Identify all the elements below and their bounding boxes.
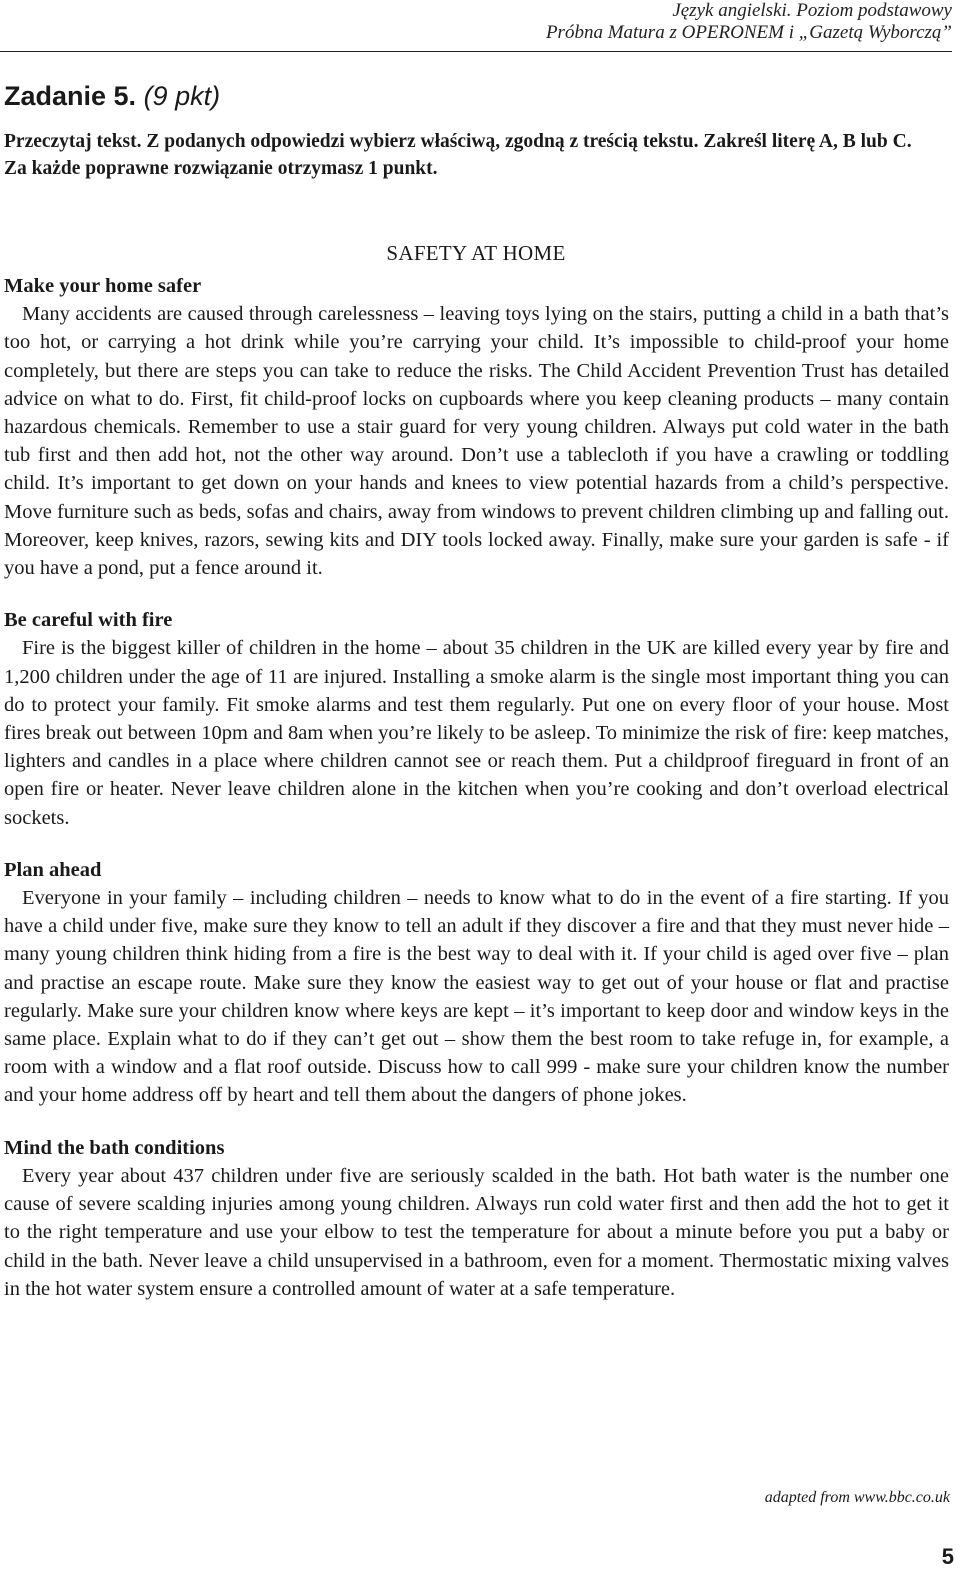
- article-section: [4, 606, 949, 832]
- page-number: 5: [941, 1544, 954, 1569]
- article-body: [4, 272, 949, 1327]
- section-paragraph: Fire is the biggest killer of children in the home – about 35 children in the UK are killed every year by fire and 1,200 children under the age of 11 are injured. Installing a smoke alarm is the single most important thing you can do to protect your family. Fit smoke alarms and test them regularly. Put one on every floor of your house. Most fires break out between 10pm and 8am when you’re likely to be asleep. To minimize the risk of fire: keep matches, lighters and candles in a place where children cannot see or reach them. Put a childproof fireguard in front of an open fire or heater. Never leave children alone in the kitchen when you’re cooking and don’t overload electrical sockets.: [4, 637, 949, 829]
- article-section: [4, 1134, 949, 1303]
- task-instructions: [4, 128, 950, 182]
- task-title: [4, 80, 220, 112]
- instruction-line: Przeczytaj tekst. Z podanych odpowiedzi wybierz właściwą, zgodną z treścią tekstu. Zakreśl literę A, B lub C.: [4, 131, 912, 152]
- section-heading: Plan ahead: [4, 858, 102, 881]
- section-paragraph: Many accidents are caused through carelessness – leaving toys lying on the stairs, putting a child in a bath that’s too hot, or carrying a hot drink while you’re carrying your child. It’s impossible to child-proof your home completely, but there are steps you can take to reduce the risks. The Child Accident Prevention Trust has detailed advice on what to do. First, fit child-proof locks on cupboards where you keep cleaning products – many contain hazardous chemicals. Remember to use a stair guard for very young children. Always put cold water in the bath tub first and then add hot, not the other way around. Don’t use a tablecloth if you have a crawling or toddling child. It’s important to get down on your hands and knees to view potential hazards from a child’s perspective. Move furniture such as beds, sofas and chairs, away from windows to prevent children climbing up and falling out. Moreover, keep knives, razors, sewing kits and DIY tools locked away. Finally, make sure your garden is safe - if you have a pond, put a fence around it.: [4, 303, 949, 580]
- section-heading: Mind the bath conditions: [4, 1136, 225, 1159]
- article-section: [4, 856, 949, 1110]
- section-heading: Be careful with fire: [4, 609, 173, 632]
- section-paragraph: Every year about 437 children under five are seriously scalded in the bath. Hot bath water is the number one cause of severe scalding injuries among young children. Always run cold water first and then add the hot to get it to the right temperature and use your elbow to test the temperature for about a minute before you put a baby or child in the bath. Never leave a child unsupervised in a bathroom, even for a moment. Thermostatic mixing valves in the hot water system ensure a controlled amount of water at a safe temperature.: [4, 1164, 949, 1300]
- article-title: SAFETY AT HOME: [386, 241, 566, 265]
- article-section: [4, 272, 949, 582]
- instruction-line: Za każde poprawne rozwiązanie otrzymasz 1 punkt.: [4, 158, 438, 179]
- header-exam: Próbna Matura z OPERONEM i „Gazetą Wyborczą”: [545, 22, 952, 43]
- source-attribution: adapted from www.bbc.co.uk: [764, 1489, 950, 1506]
- page-header: [546, 0, 952, 44]
- section-paragraph: Everyone in your family – including children – needs to know what to do in the event of a fire starting. If you have a child under five, make sure they know to tell an adult if they discover a fire and that they must never hide – many young children think hiding from a fire is the best way to deal with it. If your child is aged over five – plan and practise an escape route. Make sure they know the easiest way to get out of your house or flat and practise regularly. Make sure your children know where keys are kept – it’s important to keep door and window keys in the same place. Explain what to do if they can’t get out – show them the best room to take refuge in, for example, a room with a window and a flat roof outside. Discuss how to call 999 - make sure your children know the number and your home address off by heart and tell them about the dangers of phone jokes.: [4, 887, 949, 1107]
- task-number: Zadanie 5.: [4, 81, 144, 111]
- task-points: (9 pkt): [143, 81, 221, 111]
- header-subject: Język angielski. Poziom podstawowy: [672, 0, 952, 21]
- section-heading: Make your home safer: [4, 275, 202, 297]
- header-divider: [0, 51, 952, 52]
